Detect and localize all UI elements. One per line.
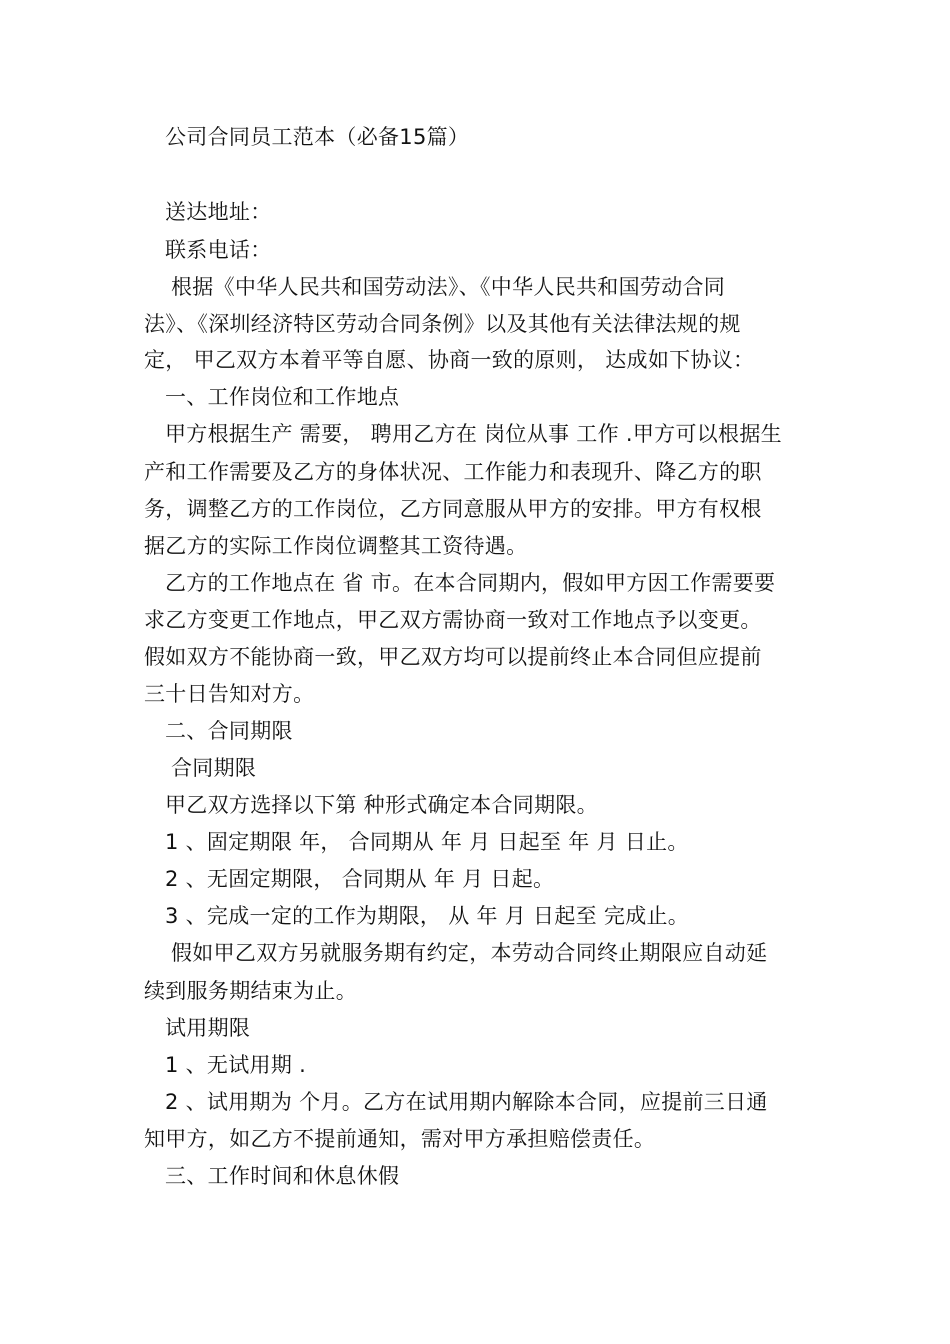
subsection-heading: 试用期限	[165, 1016, 251, 1040]
paragraph-line: 产和工作需要及乙方的身体状况、工作能力和表现升、降乙方的职	[144, 460, 762, 484]
paragraph-line: 甲乙双方选择以下第 种形式确定本合同期限。	[165, 793, 598, 817]
paragraph-line: 求乙方变更工作地点，甲乙双方需协商一致对工作地点予以变更。	[144, 608, 762, 632]
contact-phone-label: 联系电话：	[165, 238, 272, 262]
list-item: 2 、试用期为 个月。乙方在试用期内解除本合同，应提前三日通	[165, 1090, 768, 1114]
section-heading: 三、工作时间和休息休假	[165, 1164, 400, 1188]
subsection-heading: 合同期限	[171, 756, 257, 780]
paragraph-line: 假如双方不能协商一致，甲乙双方均可以提前终止本合同但应提前	[144, 645, 762, 669]
paragraph-line: 务，调整乙方的工作岗位，乙方同意服从甲方的安排。甲方有权根	[144, 497, 762, 521]
list-item: 1 、无试用期 .	[165, 1053, 307, 1077]
paragraph-line: 甲方根据生产 需要， 聘用乙方在 岗位从事 工作 .甲方可以根据生	[165, 422, 782, 446]
delivery-address-label: 送达地址：	[165, 200, 272, 224]
document-title: 公司合同员工范本（必备15篇）	[165, 125, 470, 149]
list-item: 2 、无固定期限， 合同期从 年 月 日起。	[165, 867, 555, 891]
paragraph-line: 定， 甲乙双方本着平等自愿、协商一致的原则， 达成如下协议：	[144, 348, 755, 372]
section-heading: 一、工作岗位和工作地点	[165, 385, 400, 409]
paragraph-line: 假如甲乙双方另就服务期有约定，本劳动合同终止期限应自动延	[171, 941, 768, 965]
paragraph-line: 三十日告知对方。	[144, 682, 315, 706]
paragraph-line: 根据《中华人民共和国劳动法》、《中华人民共和国劳动合同	[171, 275, 726, 299]
list-item: 3 、完成一定的工作为期限， 从 年 月 日起至 完成止。	[165, 904, 690, 928]
paragraph-line: 乙方的工作地点在 省 市。在本合同期内，假如甲方因工作需要要	[165, 571, 776, 595]
list-item: 1 、固定期限 年， 合同期从 年 月 日起至 年 月 日止。	[165, 830, 689, 854]
paragraph-line: 据乙方的实际工作岗位调整其工资待遇。	[144, 534, 528, 558]
paragraph-line: 法》、《深圳经济特区劳动合同条例》以及其他有关法律法规的规	[144, 312, 741, 336]
section-heading: 二、合同期限	[165, 719, 293, 743]
paragraph-line: 续到服务期结束为止。	[144, 979, 357, 1003]
paragraph-line: 知甲方，如乙方不提前通知，需对甲方承担赔偿责任。	[144, 1127, 656, 1151]
